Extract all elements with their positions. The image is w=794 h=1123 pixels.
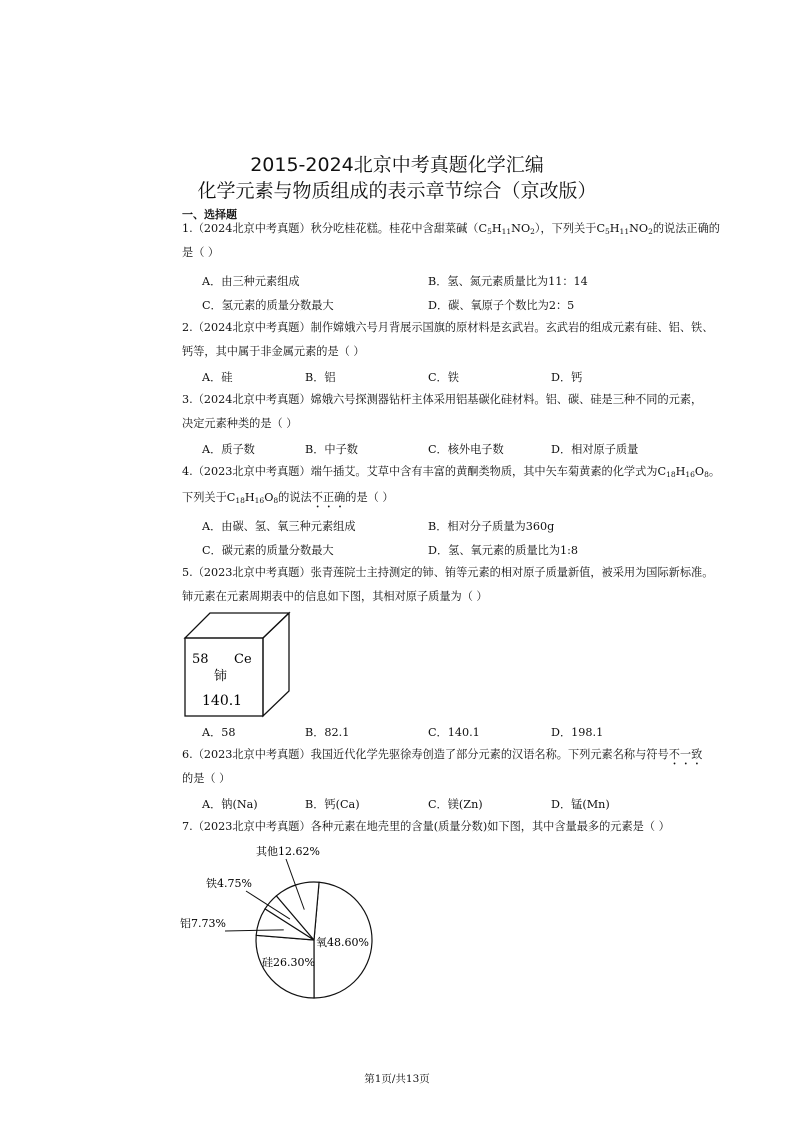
title-line-1: 2015-2024北京中考真题化学汇编 (250, 154, 544, 176)
element-name: 铈 (214, 669, 228, 684)
element-cell-figure (182, 608, 294, 718)
q2-option-b: B．铝 (305, 371, 336, 384)
pie-label-4: 其他12.62% (256, 845, 320, 858)
q4-line2-c: 的是（ ） (345, 491, 394, 504)
q1-num: 1. (182, 222, 193, 235)
q3-text: 嫦娥六号探测器钻杆主体采用铝基碳化硅材料。铝、碳、硅是三种不同的元素， (310, 393, 703, 406)
q1-option-d: D．碳、氧原子个数比为2：5 (428, 299, 575, 312)
q4-num: 4. (182, 465, 193, 478)
q6-option-a: A．钠(Na) (202, 798, 258, 811)
question-2 (182, 320, 713, 336)
q4-option-c: C．碳元素的质量分数最大 (202, 544, 334, 557)
q2-option-c: C．铁 (428, 371, 459, 384)
atomic-number: 58 (192, 652, 209, 667)
q3-option-a: A．质子数 (202, 443, 255, 456)
q4-source: （2023北京中考真题） (192, 465, 311, 478)
q2-text: 制作嫦娥六号月背展示国旗的原材料是玄武岩。玄武岩的组成元素有硅、铝、铁、 (310, 321, 714, 334)
pie-label-3: 铁4.75% (206, 877, 252, 890)
q6-option-b: B．钙(Ca) (305, 798, 360, 811)
q1-option-c: C．氢元素的质量分数最大 (202, 299, 334, 312)
question-1 (182, 221, 720, 237)
q4-line2-b: 的说法 (278, 491, 312, 504)
question-3 (182, 392, 702, 408)
q3-option-b: B．中子数 (305, 443, 358, 456)
q2-num: 2. (182, 321, 193, 334)
q5-num: 5. (182, 566, 193, 579)
q4-option-d: D．氢、氧元素的质量比为1:8 (428, 544, 579, 557)
q1-formula-b: $C_5H_{11}NO_2$ (596, 222, 653, 236)
q1-option-a: A．由三种元素组成 (202, 275, 300, 288)
q2-line-2: 钙等，其中属于非金属元素的是（ ） (182, 345, 365, 358)
q4-emphasis: 不正确 (311, 491, 346, 504)
q6-text: 我国近代化学先驱徐寿创造了部分元素的汉语名称。下列元素名称与符号 (310, 748, 669, 761)
question-6 (182, 747, 702, 768)
q6-source: （2023北京中考真题） (192, 748, 311, 761)
q4-option-a: A．由碳、氢、氧三种元素组成 (202, 520, 356, 533)
q3-option-c: C．核外电子数 (428, 443, 504, 456)
crust-composition-pie-chart (180, 835, 390, 1005)
q5-text: 张青莲院士主持测定的铈、铕等元素的相对原子质量新值，被采用为国际新标准。 (310, 566, 714, 579)
q1-option-b: B．氢、氮元素质量比为11：14 (428, 275, 588, 288)
pie-label-2: 铝7.73% (180, 917, 226, 930)
q6-emphasis: 不一致 (668, 748, 703, 761)
q4-line-2 (182, 490, 394, 511)
q5-option-d: D．198.1 (551, 726, 604, 739)
q7-source: （2023北京中考真题） (192, 820, 311, 833)
q4-formula-2: $C_{18}H_{16}O_8$ (226, 491, 279, 505)
q4-text-end: 。 (708, 465, 721, 478)
q3-source: （2024北京中考真题） (192, 393, 311, 406)
q6-line-2: 的是（ ） (182, 772, 231, 785)
q7-text: 各种元素在地壳里的含量(质量分数)如下图，其中含量最多的元素是（ ） (310, 820, 670, 833)
q3-option-d: D．相对原子质量 (551, 443, 639, 456)
page-footer: 第1页/共13页 (364, 1073, 430, 1085)
q4-text: 端午插艾。艾草中含有丰富的黄酮类物质，其中矢车菊黄素的化学式为 (310, 465, 658, 478)
q2-option-d: D．钙 (551, 371, 583, 384)
question-5 (182, 565, 713, 581)
pie-label-0: 氧48.60% (316, 936, 369, 949)
q4-line2-a: 下列关于 (182, 491, 227, 504)
title-line-2: 化学元素与物质组成的表示章节综合（京改版） (197, 180, 597, 202)
cube-top-face (185, 613, 289, 638)
atomic-mass: 140.1 (202, 693, 243, 709)
q1-formula-a: $C_5H_{11}NO_2$ (478, 222, 535, 236)
q1-line-2: 是（ ） (182, 246, 220, 259)
q6-option-c: C．镁(Zn) (428, 798, 483, 811)
q5-source: （2023北京中考真题） (192, 566, 311, 579)
question-4 (182, 464, 720, 480)
pie-label-1: 硅26.30% (262, 956, 315, 969)
q5-option-a: A．58 (202, 726, 236, 739)
q5-option-c: C．140.1 (428, 726, 480, 739)
q4-option-b: B．相对分子质量为360g (428, 520, 555, 533)
section-heading: 一、选择题 (182, 208, 237, 221)
q1-text-a: 秋分吃桂花糕。桂花中含甜菜碱（ (310, 222, 479, 235)
q6-num: 6. (182, 748, 193, 761)
q5-line-2: 铈元素在元素周期表中的信息如下图，其相对原子质量为（ ） (182, 590, 488, 603)
q5-option-b: B．82.1 (305, 726, 350, 739)
q4-formula: $C_{18}H_{16}O_8$ (657, 465, 709, 479)
q3-line-2: 决定元素种类的是（ ） (182, 417, 298, 430)
cube-side-face (263, 613, 289, 716)
q1-source: （2024北京中考真题） (192, 222, 311, 235)
q3-num: 3. (182, 393, 193, 406)
element-symbol: Ce (234, 652, 252, 667)
q1-text-b: ），下列关于 (534, 222, 597, 235)
q1-text-c: 的说法正确的 (652, 222, 720, 235)
q2-source: （2024北京中考真题） (192, 321, 311, 334)
question-7 (182, 819, 670, 835)
q7-num: 7. (182, 820, 193, 833)
q6-option-d: D．锰(Mn) (551, 798, 610, 811)
q2-option-a: A．硅 (202, 371, 233, 384)
